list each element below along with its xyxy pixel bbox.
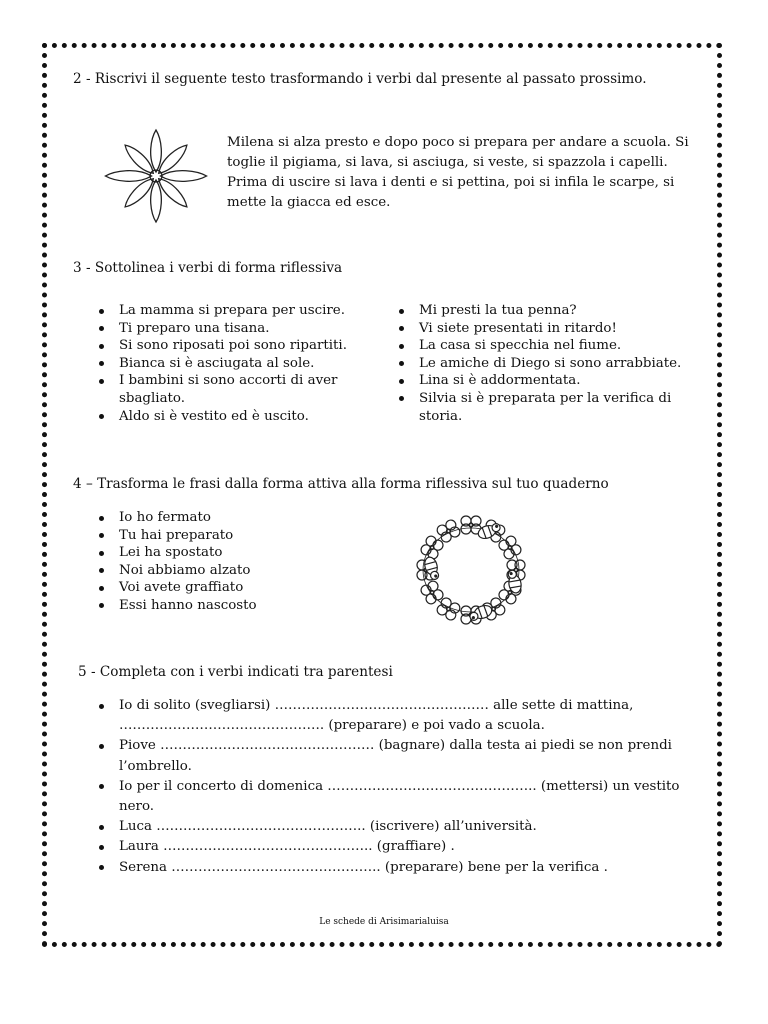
- list-item: Noi abbiamo alzato: [95, 562, 355, 580]
- list-item: Tu hai preparato: [95, 527, 355, 545]
- list-item: Lei ha spostato: [95, 544, 355, 562]
- list-item: Bianca si è asciugata al sole.: [95, 355, 380, 373]
- list-item: Essi hanno nascosto: [95, 597, 355, 615]
- exercise-5-heading: 5 - Completa con i verbi indicati tra parentesi: [78, 664, 393, 680]
- list-item: La casa si specchia nel fiume.: [395, 337, 700, 355]
- exercise-2-heading: 2 - Riscrivi il seguente testo trasformando i verbi dal presente al passato prossimo.: [73, 71, 647, 87]
- list-item: Lina si è addormentata.: [395, 372, 700, 390]
- exercise-3-right-list: [395, 302, 700, 425]
- list-item: Ti preparo una tisana.: [95, 320, 380, 338]
- list-item: Si sono riposati poi sono ripartiti.: [95, 337, 380, 355]
- list-item: Le amiche di Diego si sono arrabbiate.: [395, 355, 700, 373]
- bee-wreath-icon: [406, 513, 536, 628]
- exercise-4-list: [95, 509, 355, 615]
- exercise-4-heading: 4 – Trasforma le frasi dalla forma attiva alla forma riflessiva sul tuo quaderno: [73, 476, 609, 492]
- exercise-2-text: Milena si alza presto e dopo poco si prepara per andare a scuola. Si toglie il pigiama, si lava, si asciuga, si veste, si spazzola i capelli. Prima di uscire si lava i denti e si pettina, poi si infila le scarpe, si mette la giacca ed esce.: [227, 135, 689, 210]
- exercise-3-left-list: [95, 302, 380, 425]
- list-item: I bambini si sono accorti di aver sbagliato.: [95, 372, 380, 407]
- list-item: Serena ……………………………………….. (preparare) bene per la verifica .: [95, 858, 695, 878]
- list-item: Voi avete graffiato: [95, 579, 355, 597]
- exercise-3-heading: 3 - Sottolinea i verbi di forma riflessiva: [73, 260, 343, 276]
- list-item: Io di solito (svegliarsi) ………………………………………… alle sette di mattina, ………………………………………. (preparare) e poi vado a scuola.: [95, 696, 695, 736]
- list-item: Aldo si è vestito ed è uscito.: [95, 408, 380, 426]
- list-item: Piove ………………………………………… (bagnare) dalla testa ai piedi se non prendi l’ombrello.: [95, 736, 695, 776]
- list-item: Laura ……………………………………….. (graffiare) .: [95, 837, 695, 857]
- exercise-5-list: [95, 696, 695, 878]
- list-item: Luca ……………………………………….. (iscrivere) all’università.: [95, 817, 695, 837]
- list-item: Io per il concerto di domenica ……………………………………….. (mettersi) un vestito nero.: [95, 777, 695, 817]
- list-item: Silvia si è preparata per la verifica di storia.: [395, 390, 700, 425]
- list-item: Vi siete presentati in ritardo!: [395, 320, 700, 338]
- page-footer: Le schede di Arisimarialuisa: [319, 917, 449, 927]
- list-item: Mi presti la tua penna?: [395, 302, 700, 320]
- list-item: La mamma si prepara per uscire.: [95, 302, 380, 320]
- flower-icon: [96, 128, 216, 224]
- list-item: Io ho fermato: [95, 509, 355, 527]
